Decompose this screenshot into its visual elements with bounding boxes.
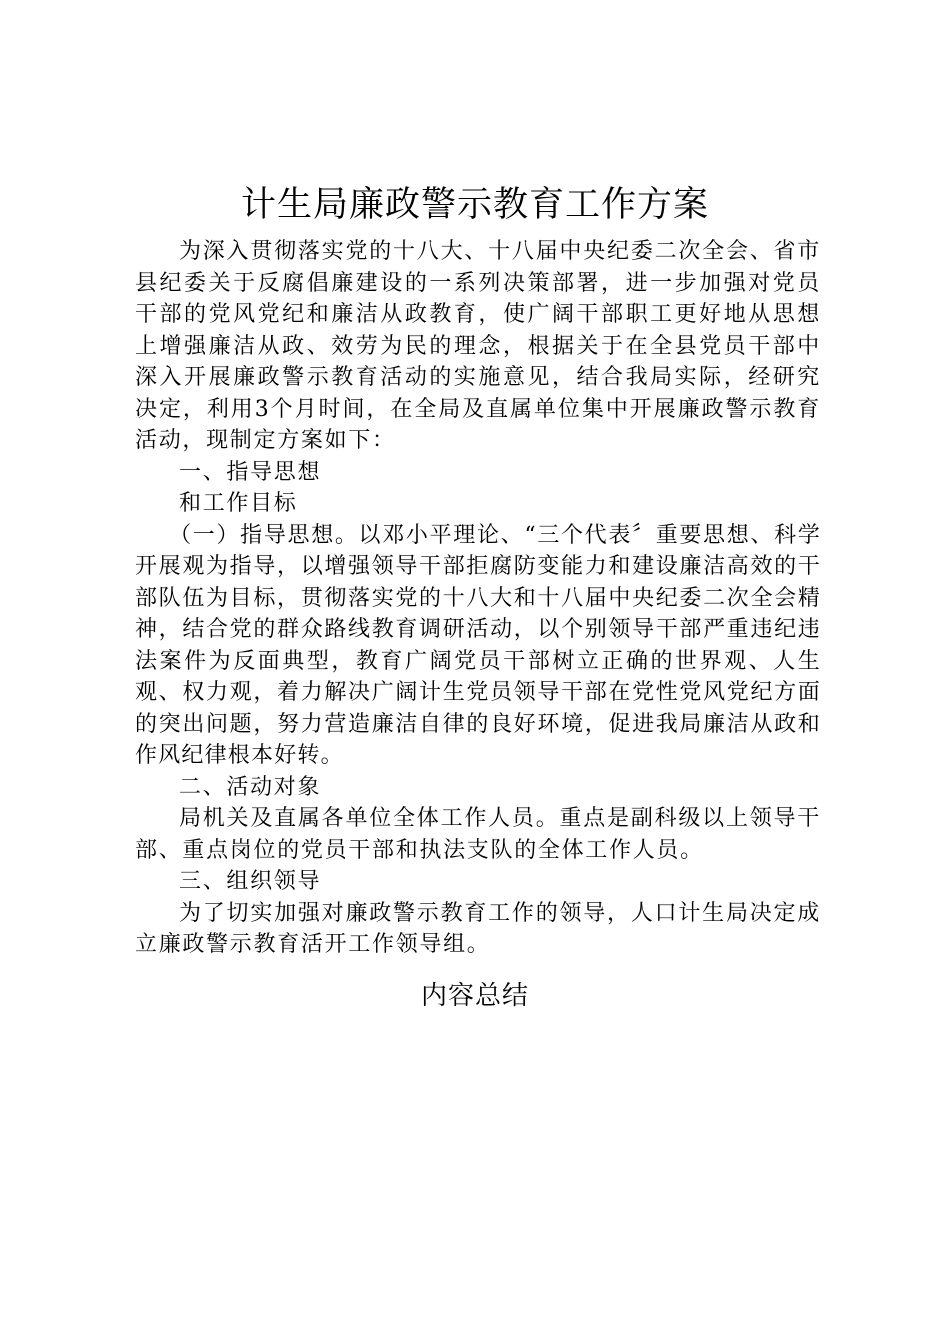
section-1-heading: 一、指导思想 <box>179 459 322 485</box>
section-3-paragraph: 为了切实加强对廉政警示教育工作的领导，人口计生局决定成立廉政警示教育活开工作领导组。 <box>135 900 821 957</box>
document-title: 计生局廉政警示教育工作方案 <box>240 185 709 225</box>
summary-heading: 内容总结 <box>420 981 529 1011</box>
section-1-paragraph: （一）指导思想。以邓小平理论、“三个代表〞重要思想、科学开展观为指导，以增强领导干部拒腐防变能力和建设廉洁高效的干部队伍为目标，贯彻落实党的十八大和十八届中央纪委二次全会精神，结合党的群众路线教育调研活动，以个别领导干部严重违纪违法案件为反面典型，教育广阔党员干部树立正确的世界观、人生观、权力观，着力解决广阔计生党员领导干部在党性党风党纪方面的突出问题，努力营造廉洁自律的良好环境，促进我局廉洁从政和作风纪律根本好转。 <box>135 522 821 768</box>
section-1-subheading: 和工作目标 <box>179 491 298 516</box>
section-2-paragraph: 局机关及直属各单位全体工作人员。重点是副科级以上领导干部、重点岗位的党员干部和执法支队的全体工作人员。 <box>135 806 821 863</box>
section-3-heading: 三、组织领导 <box>179 869 322 894</box>
document-body <box>135 236 821 961</box>
section-2-heading: 二、活动对象 <box>179 774 322 800</box>
intro-paragraph: 为深入贯彻落实党的十八大、十八届中央纪委二次全会、省市县纪委关于反腐倡廉建设的一系列决策部署，进一步加强对党员干部的党风党纪和廉洁从政教育，使广阔干部职工更好地从思想上增强廉洁从政、效劳为民的理念，根据关于在全县党员干部中深入开展廉政警示教育活动的实施意见，结合我局实际，经研究决定，利用3个月时间，在全局及直属单位集中开展廉政警示教育活动，现制定方案如下： <box>135 239 821 453</box>
